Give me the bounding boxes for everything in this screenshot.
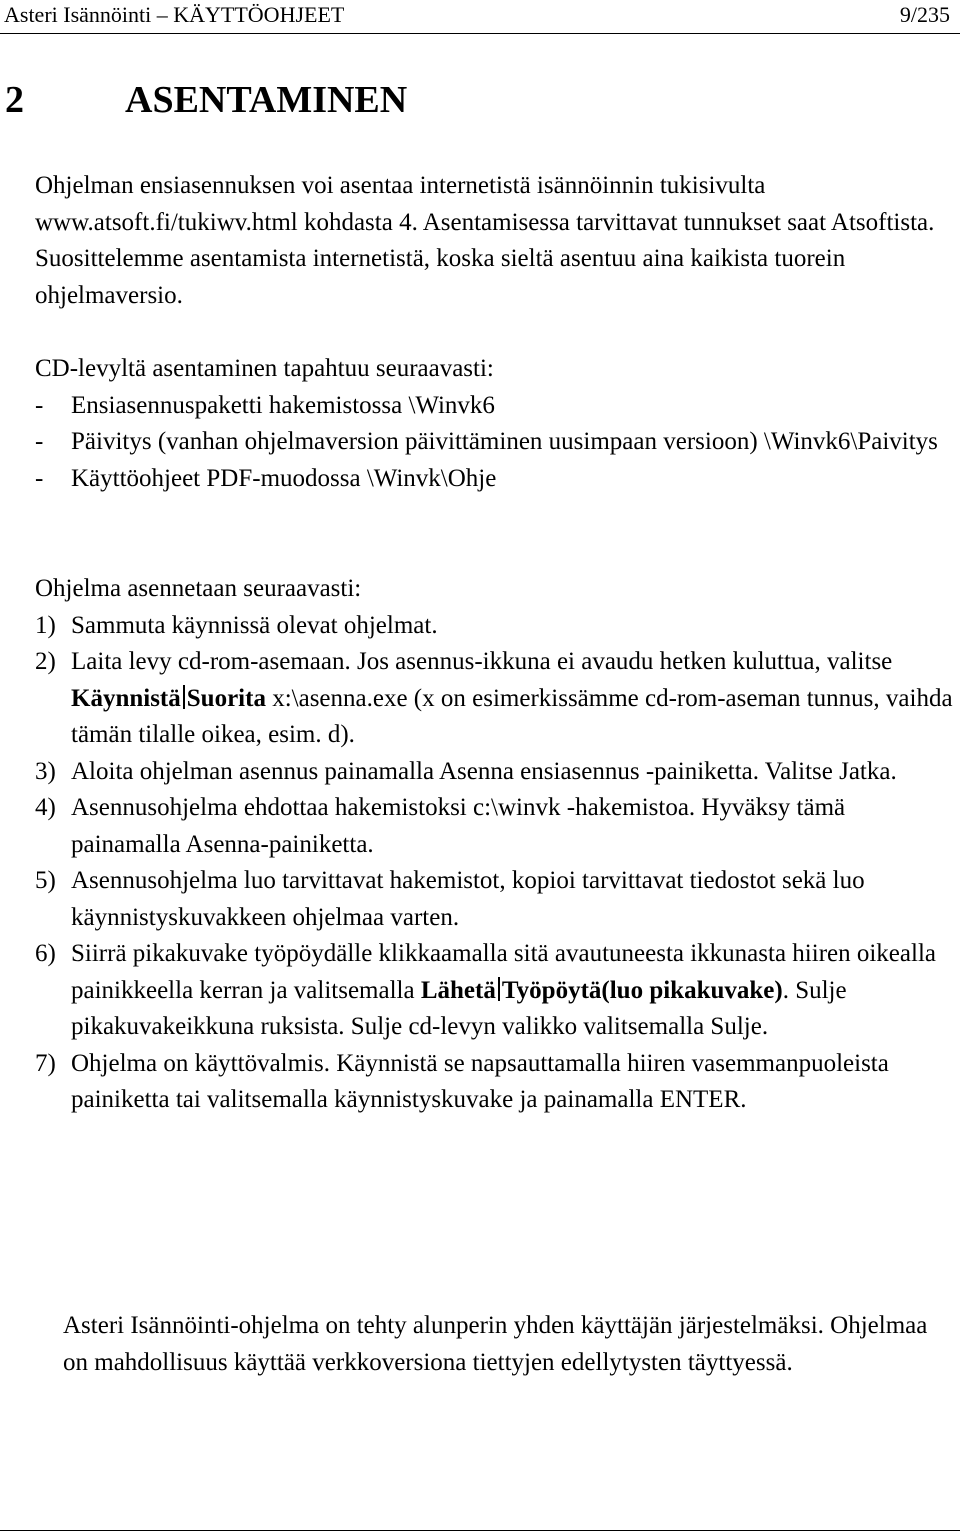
- menu-path-start: Käynnistä: [71, 684, 181, 712]
- step-number: 5): [35, 867, 56, 894]
- list-dash: -: [35, 391, 44, 419]
- step-number: 1): [35, 611, 56, 639]
- step-text: Sammuta käynnissä olevat ohjelmat.: [71, 611, 438, 639]
- list-item-text: Käyttöohjeet PDF-muodossa \Winvk\Ohje: [71, 464, 497, 492]
- step-number: 2): [35, 648, 56, 675]
- list-item-text: Päivitys (vanhan ohjelmaversion päivittäminen uusimpaan versioon) \Winvk6\Paivitys: [71, 428, 938, 455]
- step-text-part: Laita levy cd-rom-asemaan. Jos asennus-ikkuna ei avaudu hetken kuluttua, valitse: [71, 648, 893, 675]
- chapter-number: 2: [5, 79, 24, 121]
- step-number: 4): [35, 794, 56, 821]
- step-number: 6): [35, 940, 56, 967]
- list-item: [35, 461, 955, 498]
- step-item: [35, 754, 955, 791]
- menu-separator: [183, 685, 185, 709]
- step-text: [71, 644, 955, 754]
- list-dash: -: [35, 428, 44, 455]
- step-text: Asennusohjelma ehdottaa hakemistoksi c:\winvk -hakemistoa. Hyväksy tämä painamalla Asenna-painiketta.: [71, 794, 846, 858]
- step-item: [35, 1046, 955, 1119]
- install-steps-section: [35, 571, 955, 1119]
- header-divider: [0, 33, 960, 34]
- cd-install-section: [35, 351, 955, 497]
- list-dash: -: [35, 464, 44, 492]
- step-text: Ohjelma on käyttövalmis. Käynnistä se napsauttamalla hiiren vasemmanpuoleista painiketta tai valitsemalla käynnistyskuvake ja painamalla ENTER.: [71, 1049, 889, 1113]
- chapter-title: ASENTAMINEN: [125, 79, 408, 121]
- menu-path-desktop: Työpöytä(luo pikakuvake): [501, 976, 783, 1004]
- document-title: Asteri Isännöinti – KÄYTTÖOHJEET: [4, 2, 345, 27]
- menu-path-run: Suorita: [186, 684, 266, 712]
- menu-path-send: Lähetä: [420, 976, 496, 1004]
- step-number: 3): [35, 757, 56, 785]
- step-text: [71, 936, 955, 1046]
- list-item: [35, 424, 955, 461]
- cd-install-lead: CD-levyltä asentaminen tapahtuu seuraavasti:: [35, 355, 494, 382]
- step-text-part: x:\asenna.exe (x on esimerkissämme cd-rom-aseman tunnus, vaihda tämän tilalle oikea, esim. d).: [71, 684, 953, 748]
- install-steps-lead: Ohjelma asennetaan seuraavasti:: [35, 575, 362, 602]
- step-text: Aloita ohjelman asennus painamalla Asenna ensiasennus -painiketta. Valitse Jatka.: [71, 757, 897, 785]
- step-item: [35, 863, 955, 936]
- footer-divider: [0, 1530, 960, 1531]
- chapter-heading: [5, 77, 407, 123]
- menu-separator: [498, 977, 500, 1001]
- step-item: [35, 644, 955, 754]
- step-text-part: Siirrä pikakuvake työpöydälle klikkaamalla sitä avautuneesta ikkunasta hiiren oikealla painikkeella kerran ja valitsemalla: [71, 940, 936, 1004]
- step-text-part: . Sulje pikakuvakeikkuna ruksista. Sulje cd-levyn valikko valitsemalla Sulje.: [71, 976, 847, 1040]
- step-item: [35, 608, 955, 645]
- step-text: Asennusohjelma luo tarvittavat hakemistot, kopioi tarvittavat tiedostot sekä luo käynnistyskuvakkeen ohjelmaa varten.: [71, 867, 865, 931]
- step-number: 7): [35, 1049, 56, 1077]
- page-number: 9/235: [899, 2, 950, 27]
- step-item: [35, 936, 955, 1046]
- list-item: [35, 388, 955, 425]
- intro-paragraph: Ohjelman ensiasennuksen voi asentaa internetistä isännöinnin tukisivulta www.atsoft.fi/tukiwv.html kohdasta 4. Asentamisessa tarvittavat tunnukset saat Atsoftista. Suosittelemme asentamista internetistä, koska sieltä asentuu aina kaikista tuorein ohjelmaversio.: [35, 172, 935, 309]
- step-item: [35, 790, 955, 863]
- closing-paragraph: Asteri Isännöinti-ohjelma on tehty alunperin yhden käyttäjän järjestelmäksi. Ohjelmaa on mahdollisuus käyttää verkkoversiona tiettyjen edellytysten täyttyessä.: [63, 1312, 928, 1376]
- page-header: [0, 0, 960, 34]
- list-item-text: Ensiasennuspaketti hakemistossa \Winvk6: [71, 391, 495, 419]
